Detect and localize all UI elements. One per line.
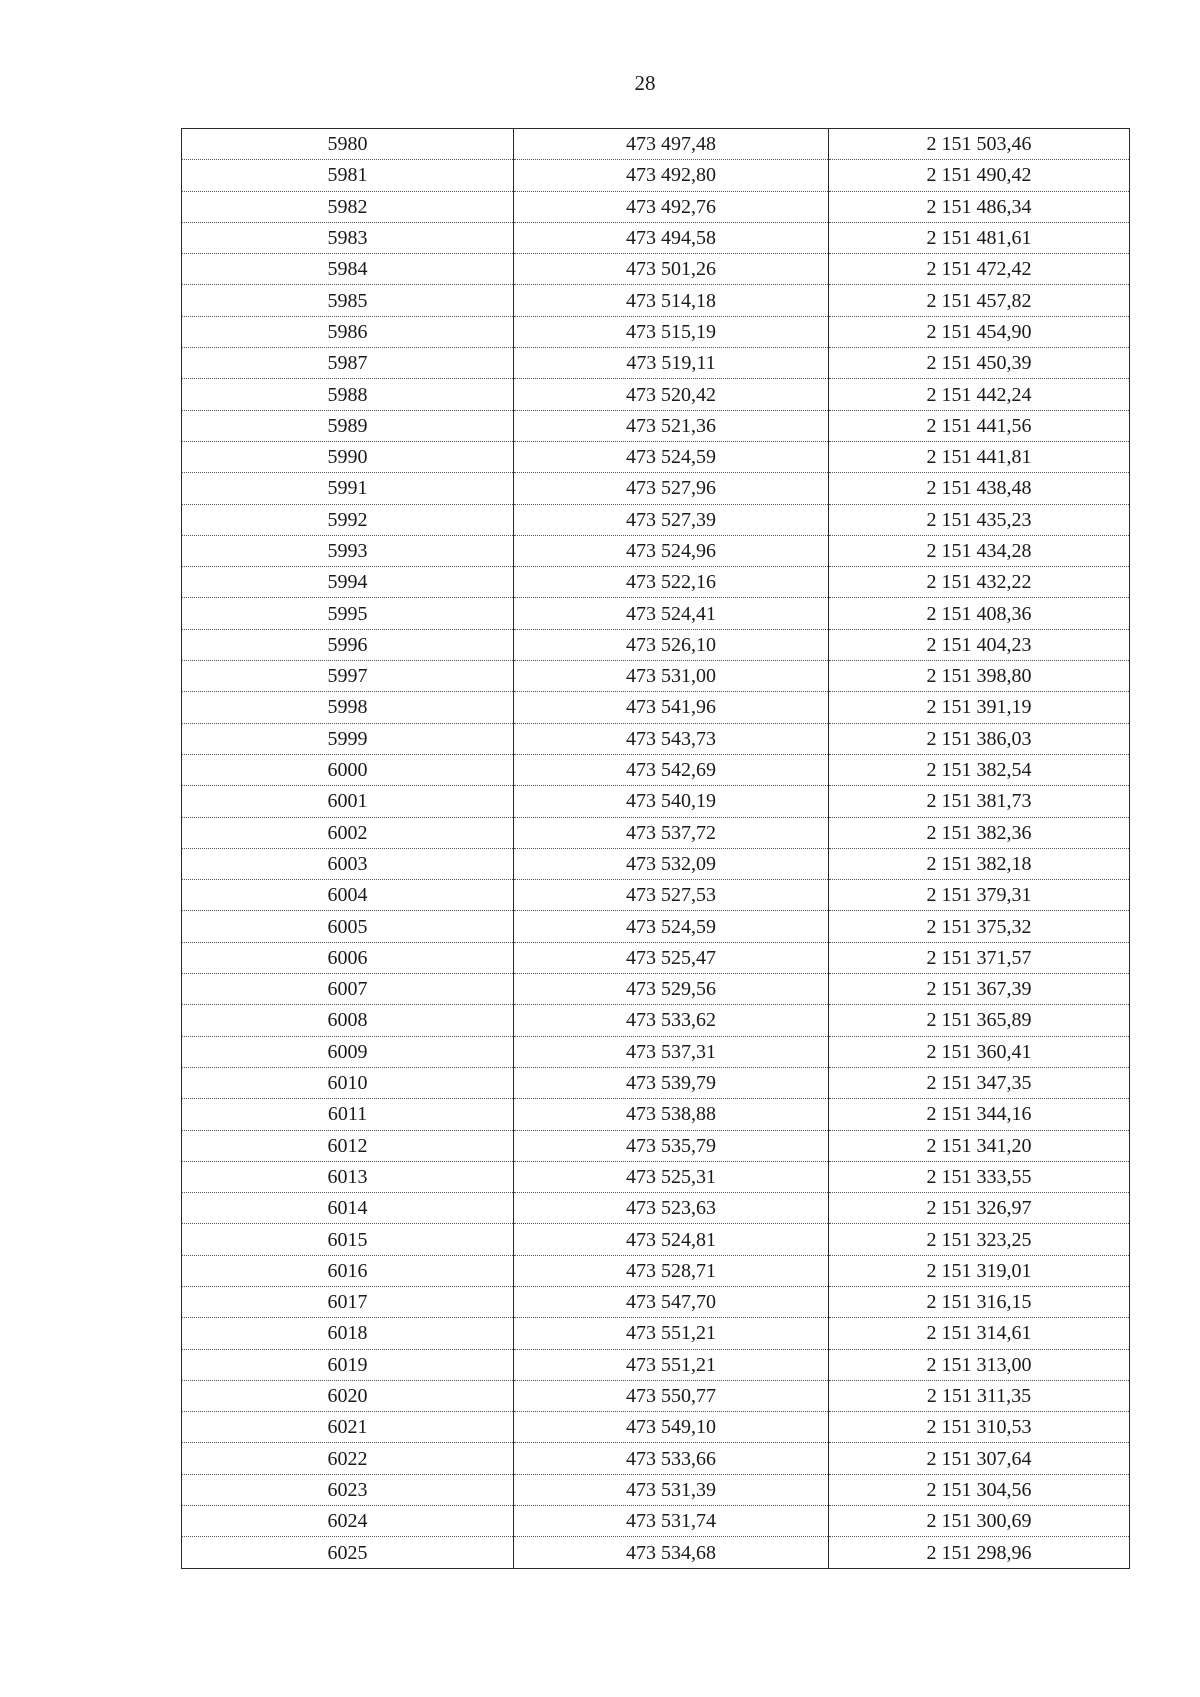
table-row	[182, 254, 1130, 285]
y-coordinate-cell: 2 151 472,42	[829, 254, 1130, 285]
x-coordinate-cell: 473 542,69	[514, 754, 829, 785]
y-coordinate-cell: 2 151 311,35	[829, 1380, 1130, 1411]
table-row	[182, 848, 1130, 879]
point-number-cell: 5982	[182, 191, 514, 222]
table-row	[182, 535, 1130, 566]
x-coordinate-cell: 473 525,31	[514, 1161, 829, 1192]
x-coordinate-cell: 473 549,10	[514, 1412, 829, 1443]
point-number-cell: 6021	[182, 1412, 514, 1443]
coordinates-table	[181, 128, 1130, 1569]
table-row	[182, 942, 1130, 973]
y-coordinate-cell: 2 151 382,18	[829, 848, 1130, 879]
point-number-cell: 6010	[182, 1067, 514, 1098]
point-number-cell: 5980	[182, 129, 514, 160]
point-number-cell: 6020	[182, 1380, 514, 1411]
table-row	[182, 1255, 1130, 1286]
table-row	[182, 1318, 1130, 1349]
table-row	[182, 1193, 1130, 1224]
y-coordinate-cell: 2 151 319,01	[829, 1255, 1130, 1286]
x-coordinate-cell: 473 514,18	[514, 285, 829, 316]
y-coordinate-cell: 2 151 398,80	[829, 661, 1130, 692]
x-coordinate-cell: 473 526,10	[514, 629, 829, 660]
x-coordinate-cell: 473 520,42	[514, 379, 829, 410]
table-row	[182, 723, 1130, 754]
x-coordinate-cell: 473 550,77	[514, 1380, 829, 1411]
y-coordinate-cell: 2 151 326,97	[829, 1193, 1130, 1224]
y-coordinate-cell: 2 151 457,82	[829, 285, 1130, 316]
y-coordinate-cell: 2 151 481,61	[829, 222, 1130, 253]
y-coordinate-cell: 2 151 382,36	[829, 817, 1130, 848]
y-coordinate-cell: 2 151 333,55	[829, 1161, 1130, 1192]
y-coordinate-cell: 2 151 367,39	[829, 974, 1130, 1005]
point-number-cell: 6017	[182, 1286, 514, 1317]
x-coordinate-cell: 473 524,59	[514, 441, 829, 472]
y-coordinate-cell: 2 151 434,28	[829, 535, 1130, 566]
y-coordinate-cell: 2 151 438,48	[829, 473, 1130, 504]
table-row	[182, 880, 1130, 911]
coordinates-table-body	[182, 129, 1130, 1569]
y-coordinate-cell: 2 151 442,24	[829, 379, 1130, 410]
y-coordinate-cell: 2 151 360,41	[829, 1036, 1130, 1067]
table-row	[182, 1067, 1130, 1098]
table-row	[182, 1443, 1130, 1474]
table-row	[182, 129, 1130, 160]
table-row	[182, 1161, 1130, 1192]
table-row	[182, 285, 1130, 316]
table-row	[182, 441, 1130, 472]
y-coordinate-cell: 2 151 408,36	[829, 598, 1130, 629]
point-number-cell: 5989	[182, 410, 514, 441]
table-row	[182, 629, 1130, 660]
point-number-cell: 5990	[182, 441, 514, 472]
table-row	[182, 1380, 1130, 1411]
y-coordinate-cell: 2 151 379,31	[829, 880, 1130, 911]
table-row	[182, 473, 1130, 504]
x-coordinate-cell: 473 524,59	[514, 911, 829, 942]
point-number-cell: 5995	[182, 598, 514, 629]
x-coordinate-cell: 473 524,41	[514, 598, 829, 629]
point-number-cell: 6000	[182, 754, 514, 785]
y-coordinate-cell: 2 151 316,15	[829, 1286, 1130, 1317]
y-coordinate-cell: 2 151 298,96	[829, 1537, 1130, 1568]
y-coordinate-cell: 2 151 490,42	[829, 160, 1130, 191]
point-number-cell: 6008	[182, 1005, 514, 1036]
page-number: 28	[634, 71, 656, 95]
y-coordinate-cell: 2 151 375,32	[829, 911, 1130, 942]
point-number-cell: 6002	[182, 817, 514, 848]
table-row	[182, 1224, 1130, 1255]
y-coordinate-cell: 2 151 300,69	[829, 1506, 1130, 1537]
table-row	[182, 1005, 1130, 1036]
point-number-cell: 5994	[182, 567, 514, 598]
y-coordinate-cell: 2 151 391,19	[829, 692, 1130, 723]
x-coordinate-cell: 473 540,19	[514, 786, 829, 817]
table-row	[182, 316, 1130, 347]
x-coordinate-cell: 473 551,21	[514, 1318, 829, 1349]
y-coordinate-cell: 2 151 404,23	[829, 629, 1130, 660]
x-coordinate-cell: 473 543,73	[514, 723, 829, 754]
x-coordinate-cell: 473 527,96	[514, 473, 829, 504]
x-coordinate-cell: 473 492,76	[514, 191, 829, 222]
point-number-cell: 6025	[182, 1537, 514, 1568]
x-coordinate-cell: 473 523,63	[514, 1193, 829, 1224]
table-row	[182, 1349, 1130, 1380]
table-row	[182, 911, 1130, 942]
point-number-cell: 5992	[182, 504, 514, 535]
y-coordinate-cell: 2 151 344,16	[829, 1099, 1130, 1130]
x-coordinate-cell: 473 525,47	[514, 942, 829, 973]
table-row	[182, 1036, 1130, 1067]
point-number-cell: 6012	[182, 1130, 514, 1161]
table-row	[182, 1537, 1130, 1568]
x-coordinate-cell: 473 492,80	[514, 160, 829, 191]
y-coordinate-cell: 2 151 450,39	[829, 348, 1130, 379]
table-row	[182, 191, 1130, 222]
x-coordinate-cell: 473 501,26	[514, 254, 829, 285]
point-number-cell: 5993	[182, 535, 514, 566]
point-number-cell: 5985	[182, 285, 514, 316]
point-number-cell: 6007	[182, 974, 514, 1005]
point-number-cell: 6019	[182, 1349, 514, 1380]
y-coordinate-cell: 2 151 314,61	[829, 1318, 1130, 1349]
point-number-cell: 6014	[182, 1193, 514, 1224]
y-coordinate-cell: 2 151 432,22	[829, 567, 1130, 598]
y-coordinate-cell: 2 151 323,25	[829, 1224, 1130, 1255]
y-coordinate-cell: 2 151 341,20	[829, 1130, 1130, 1161]
point-number-cell: 5988	[182, 379, 514, 410]
y-coordinate-cell: 2 151 381,73	[829, 786, 1130, 817]
point-number-cell: 5997	[182, 661, 514, 692]
point-number-cell: 5998	[182, 692, 514, 723]
x-coordinate-cell: 473 524,96	[514, 535, 829, 566]
point-number-cell: 6015	[182, 1224, 514, 1255]
x-coordinate-cell: 473 528,71	[514, 1255, 829, 1286]
x-coordinate-cell: 473 539,79	[514, 1067, 829, 1098]
point-number-cell: 6005	[182, 911, 514, 942]
table-row	[182, 598, 1130, 629]
x-coordinate-cell: 473 515,19	[514, 316, 829, 347]
y-coordinate-cell: 2 151 382,54	[829, 754, 1130, 785]
table-row	[182, 692, 1130, 723]
table-row	[182, 567, 1130, 598]
point-number-cell: 6022	[182, 1443, 514, 1474]
table-row	[182, 1474, 1130, 1505]
x-coordinate-cell: 473 522,16	[514, 567, 829, 598]
point-number-cell: 6013	[182, 1161, 514, 1192]
y-coordinate-cell: 2 151 441,81	[829, 441, 1130, 472]
x-coordinate-cell: 473 537,31	[514, 1036, 829, 1067]
point-number-cell: 6009	[182, 1036, 514, 1067]
table-row	[182, 504, 1130, 535]
x-coordinate-cell: 473 532,09	[514, 848, 829, 879]
x-coordinate-cell: 473 527,53	[514, 880, 829, 911]
point-number-cell: 6006	[182, 942, 514, 973]
x-coordinate-cell: 473 541,96	[514, 692, 829, 723]
y-coordinate-cell: 2 151 454,90	[829, 316, 1130, 347]
x-coordinate-cell: 473 527,39	[514, 504, 829, 535]
table-row	[182, 379, 1130, 410]
x-coordinate-cell: 473 521,36	[514, 410, 829, 441]
x-coordinate-cell: 473 529,56	[514, 974, 829, 1005]
y-coordinate-cell: 2 151 304,56	[829, 1474, 1130, 1505]
y-coordinate-cell: 2 151 441,56	[829, 410, 1130, 441]
x-coordinate-cell: 473 519,11	[514, 348, 829, 379]
table-row	[182, 1412, 1130, 1443]
table-row	[182, 1130, 1130, 1161]
y-coordinate-cell: 2 151 347,35	[829, 1067, 1130, 1098]
table-row	[182, 974, 1130, 1005]
x-coordinate-cell: 473 494,58	[514, 222, 829, 253]
y-coordinate-cell: 2 151 386,03	[829, 723, 1130, 754]
y-coordinate-cell: 2 151 486,34	[829, 191, 1130, 222]
point-number-cell: 5991	[182, 473, 514, 504]
table-row	[182, 222, 1130, 253]
table-row	[182, 1099, 1130, 1130]
x-coordinate-cell: 473 538,88	[514, 1099, 829, 1130]
table-row	[182, 160, 1130, 191]
y-coordinate-cell: 2 151 435,23	[829, 504, 1130, 535]
table-row	[182, 1506, 1130, 1537]
x-coordinate-cell: 473 497,48	[514, 129, 829, 160]
y-coordinate-cell: 2 151 313,00	[829, 1349, 1130, 1380]
point-number-cell: 6018	[182, 1318, 514, 1349]
y-coordinate-cell: 2 151 371,57	[829, 942, 1130, 973]
point-number-cell: 6023	[182, 1474, 514, 1505]
point-number-cell: 5996	[182, 629, 514, 660]
x-coordinate-cell: 473 524,81	[514, 1224, 829, 1255]
point-number-cell: 6003	[182, 848, 514, 879]
point-number-cell: 5984	[182, 254, 514, 285]
point-number-cell: 6004	[182, 880, 514, 911]
point-number-cell: 6016	[182, 1255, 514, 1286]
point-number-cell: 5999	[182, 723, 514, 754]
table-row	[182, 348, 1130, 379]
point-number-cell: 6001	[182, 786, 514, 817]
point-number-cell: 6011	[182, 1099, 514, 1130]
point-number-cell: 6024	[182, 1506, 514, 1537]
point-number-cell: 5986	[182, 316, 514, 347]
table-row	[182, 1286, 1130, 1317]
table-row	[182, 410, 1130, 441]
y-coordinate-cell: 2 151 307,64	[829, 1443, 1130, 1474]
x-coordinate-cell: 473 531,39	[514, 1474, 829, 1505]
x-coordinate-cell: 473 537,72	[514, 817, 829, 848]
x-coordinate-cell: 473 547,70	[514, 1286, 829, 1317]
y-coordinate-cell: 2 151 503,46	[829, 129, 1130, 160]
x-coordinate-cell: 473 534,68	[514, 1537, 829, 1568]
x-coordinate-cell: 473 551,21	[514, 1349, 829, 1380]
table-row	[182, 786, 1130, 817]
y-coordinate-cell: 2 151 310,53	[829, 1412, 1130, 1443]
point-number-cell: 5983	[182, 222, 514, 253]
table-row	[182, 817, 1130, 848]
table-row	[182, 754, 1130, 785]
x-coordinate-cell: 473 535,79	[514, 1130, 829, 1161]
table-row	[182, 661, 1130, 692]
y-coordinate-cell: 2 151 365,89	[829, 1005, 1130, 1036]
point-number-cell: 5987	[182, 348, 514, 379]
x-coordinate-cell: 473 533,66	[514, 1443, 829, 1474]
x-coordinate-cell: 473 533,62	[514, 1005, 829, 1036]
x-coordinate-cell: 473 531,74	[514, 1506, 829, 1537]
point-number-cell: 5981	[182, 160, 514, 191]
x-coordinate-cell: 473 531,00	[514, 661, 829, 692]
